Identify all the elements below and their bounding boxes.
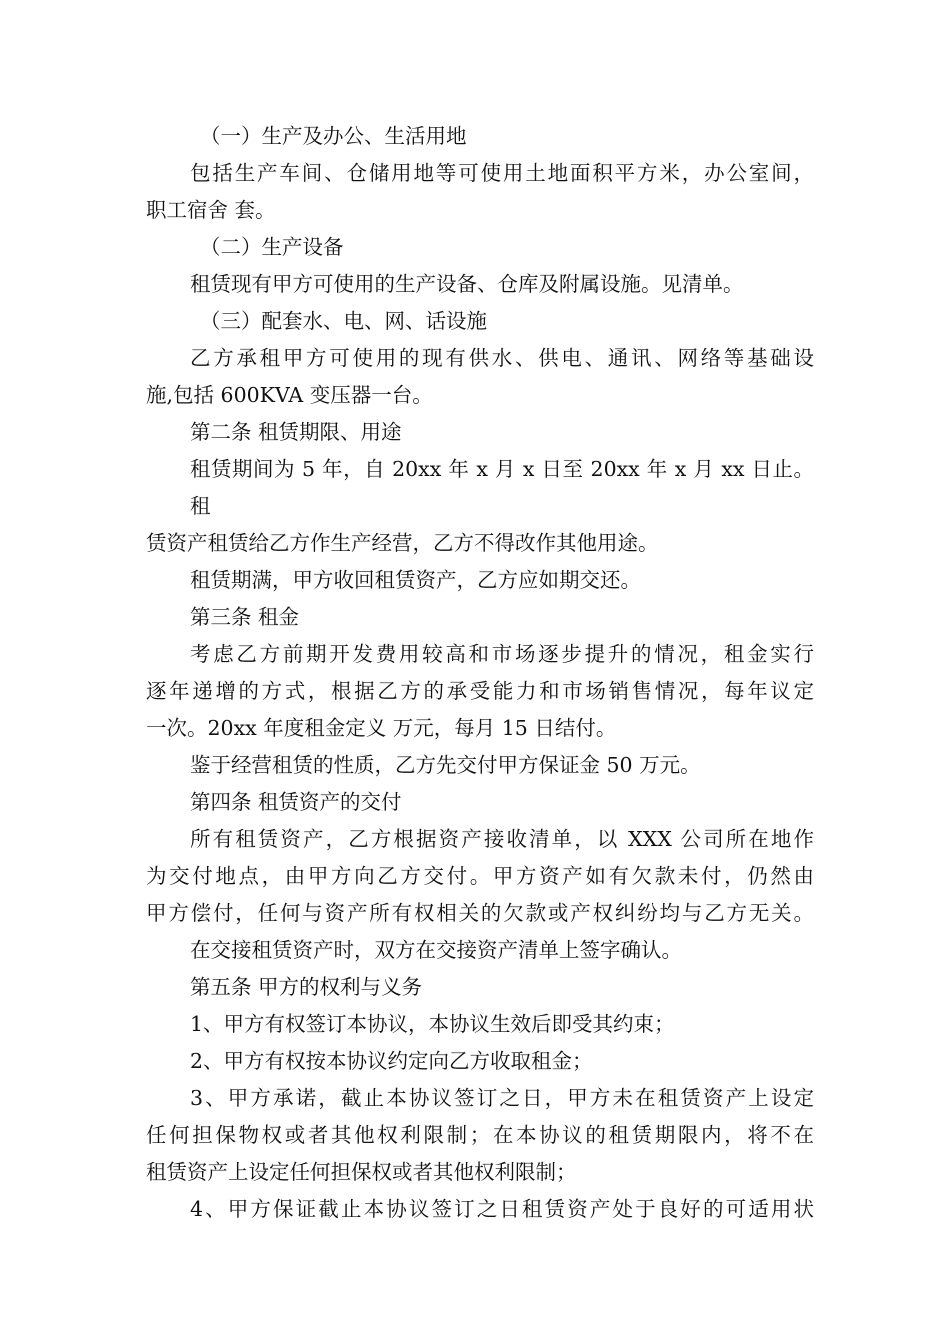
paragraph-line: 为交付地点，由甲方向乙方交付。甲方资产如有欠款未付，仍然由	[146, 864, 814, 888]
paragraph-line: 甲方偿付，任何与资产所有权相关的欠款或产权纠纷均与乙方无关。	[146, 901, 814, 925]
paragraph-line: 租赁期满，甲方收回租赁资产，乙方应如期交还。	[190, 568, 641, 592]
paragraph-line: 职工宿舍 套。	[146, 198, 276, 222]
paragraph-line: 赁资产租赁给乙方作生产经营，乙方不得改作其他用途。	[146, 531, 659, 555]
subsection-heading-3: （三）配套水、电、网、话设施	[200, 309, 487, 333]
subsection-heading-2: （二）生产设备	[200, 235, 344, 259]
paragraph-line: 租赁资产上设定任何担保权或者其他权利限制；	[146, 1160, 577, 1184]
paragraph-line: 租赁现有甲方可使用的生产设备、仓库及附属设施。见清单。	[190, 272, 744, 296]
list-item: 4、甲方保证截止本协议签订之日租赁资产处于良好的可适用状	[190, 1197, 814, 1221]
paragraph-line: 包括生产车间、仓储用地等可使用土地面积平方米，办公室间，	[190, 161, 814, 185]
article-heading-2: 第二条 租赁期限、用途	[190, 420, 402, 444]
list-item: 2、甲方有权按本协议约定向乙方收取租金；	[190, 1049, 593, 1073]
document-body	[146, 118, 814, 1228]
list-item: 1、甲方有权签订本协议，本协议生效后即受其约束；	[190, 1012, 675, 1036]
paragraph-line: 考虑乙方前期开发费用较高和市场逐步提升的情况，租金实行	[190, 642, 814, 666]
list-item: 3、甲方承诺，截止本协议签订之日，甲方未在租赁资产上设定	[190, 1086, 814, 1110]
paragraph-line: 在交接租赁资产时，双方在交接资产清单上签字确认。	[190, 938, 682, 962]
article-heading-4: 第四条 租赁资产的交付	[190, 790, 402, 814]
paragraph-line: 一次。20xx 年度租金定义 万元，每月 15 日结付。	[146, 716, 617, 740]
paragraph-line: 施,包括 600KVA 变压器一台。	[146, 383, 433, 407]
subsection-heading-1: （一）生产及办公、生活用地	[200, 124, 467, 148]
paragraph-line: 乙方承租甲方可使用的现有供水、供电、通讯、网络等基础设	[190, 346, 814, 370]
paragraph-line: 鉴于经营租赁的性质，乙方先交付甲方保证金 50 万元。	[190, 753, 701, 777]
article-heading-5: 第五条 甲方的权利与义务	[190, 975, 423, 999]
paragraph-line: 所有租赁资产，乙方根据资产接收清单，以 XXX 公司所在地作	[190, 827, 814, 851]
paragraph-line: 逐年递增的方式，根据乙方的承受能力和市场销售情况，每年议定	[146, 679, 814, 703]
paragraph-line: 租赁期间为 5 年，自 20xx 年 x 月 x 日至 20xx 年 x 月 xx 日止。租	[190, 457, 814, 518]
article-heading-3: 第三条 租金	[190, 605, 300, 629]
paragraph-line: 任何担保物权或者其他权利限制；在本协议的租赁期限内，将不在	[146, 1123, 814, 1147]
